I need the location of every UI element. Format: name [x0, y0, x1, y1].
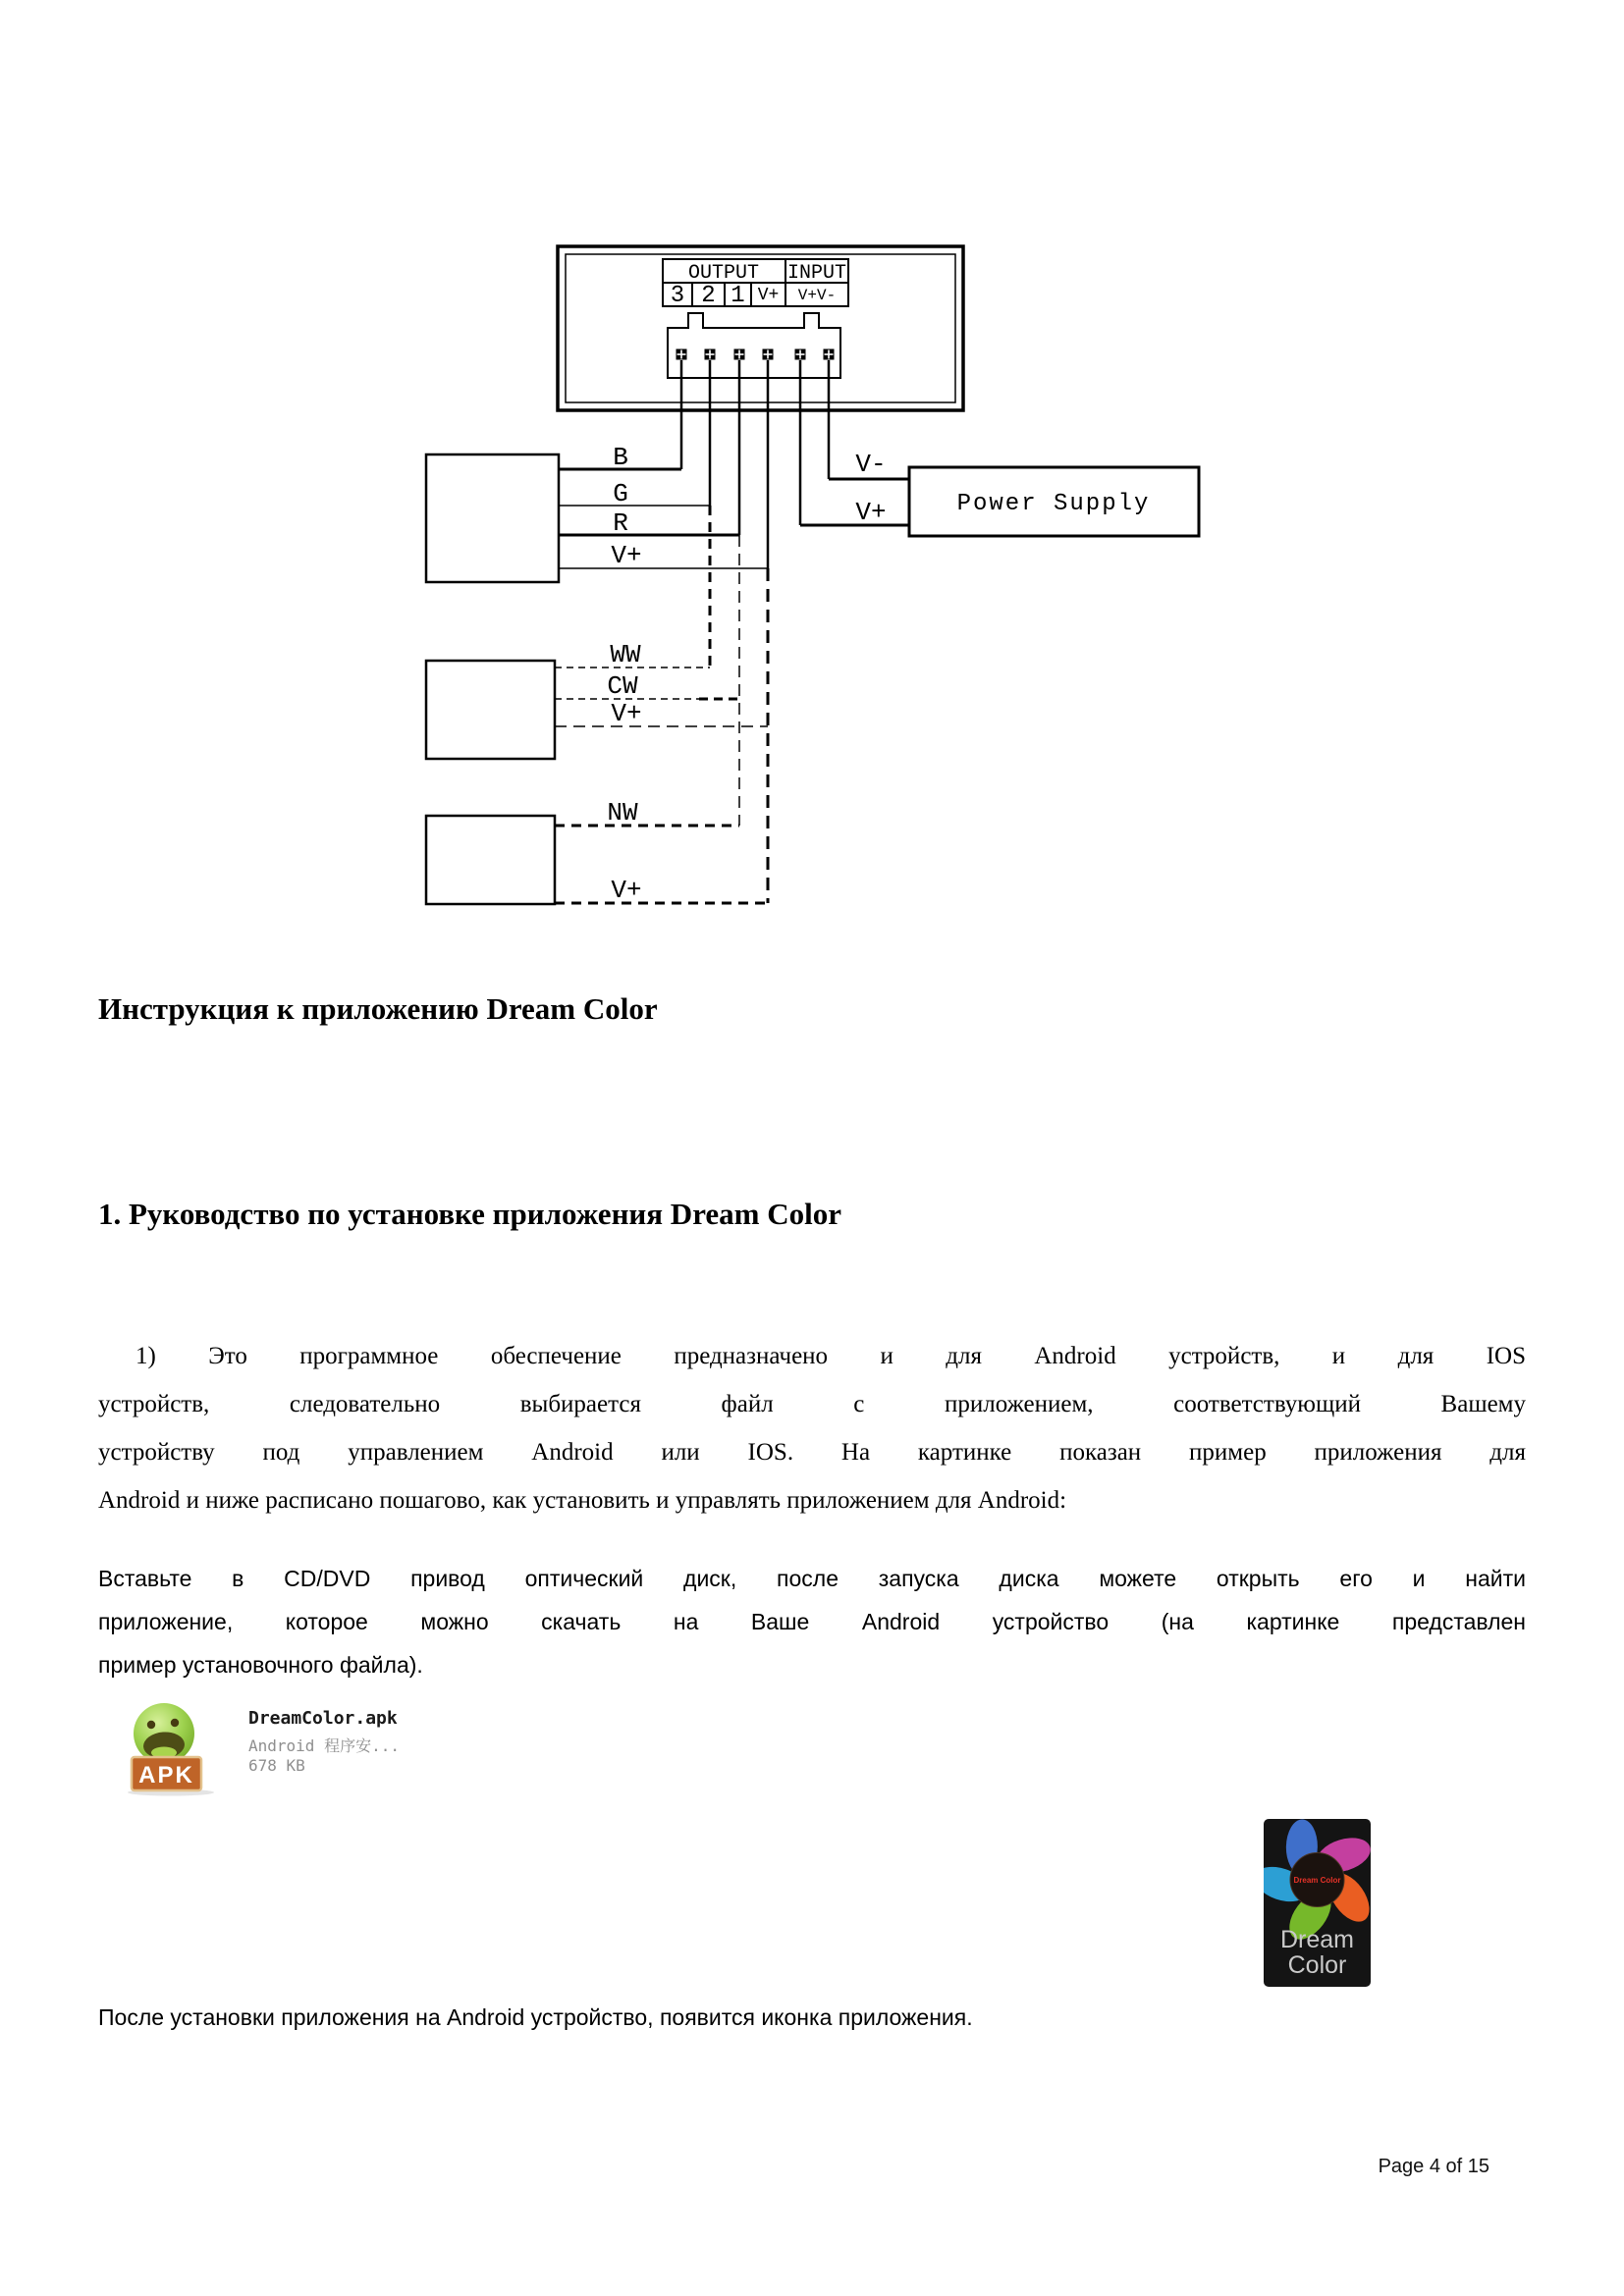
input-label: INPUT [786, 262, 847, 285]
wiring-diagram [393, 226, 1237, 913]
page-number: Page 4 of 15 [1378, 2156, 1489, 2177]
terminal-vplus-label: V+ [757, 286, 780, 305]
intro-paragraph [98, 1332, 1526, 1524]
intro-line-3: устройству под управлением Android или IOS. На картинке показан пример приложения для [98, 1439, 1526, 1466]
main-heading: Инструкция к приложению Dream Color [98, 991, 658, 1026]
terminal-2-label: 2 [701, 283, 716, 309]
apk-file-description: Android 程序安... [248, 1736, 400, 1755]
cd-line-2: приложение, которое можно скачать на Ваше Android устройство (на картинке представлен [98, 1609, 1526, 1634]
rgb-strip-wires [559, 360, 768, 570]
nw-strip-box [426, 816, 555, 904]
power-supply-label: Power Supply [956, 491, 1151, 517]
nw-strip-wires [555, 798, 768, 905]
apk-filename: DreamColor.apk [248, 1708, 398, 1729]
cd-line-3: пример установочного файла). [98, 1652, 423, 1678]
apk-badge [132, 1757, 201, 1790]
wire-vplus1-label: V+ [611, 541, 642, 570]
apk-badge-label: APK [138, 1762, 194, 1789]
connector-block [668, 313, 840, 378]
screw-terminals [677, 349, 835, 360]
intro-line-2: устройств, следовательно выбирается файл с приложением, соответствующий Вашему [98, 1391, 1526, 1417]
rgb-strip-box [426, 454, 559, 582]
app-icon-caption-line1: Dream [1279, 1926, 1355, 1953]
cd-dvd-paragraph [98, 1557, 1526, 1686]
power-supply-box [909, 467, 1199, 536]
wire-r-label: R [613, 508, 628, 538]
white-strip-wires [555, 506, 768, 903]
wire-vplus2-label: V+ [611, 699, 642, 728]
wire-ww-label: WW [610, 640, 641, 669]
terminal-3-label: 3 [670, 283, 685, 309]
section-heading: 1. Руководство по установке приложения Dream Color [98, 1197, 841, 1231]
cd-line-1: Вставьте в CD/DVD привод оптический диск, после запуска диска можете открыть его и найти [98, 1566, 1526, 1591]
wire-b-label: B [613, 443, 628, 472]
white-strip-box [426, 661, 555, 759]
wire-nw-label: NW [607, 798, 638, 828]
apk-file-size: 678 KB [248, 1756, 305, 1775]
intro-line-1: 1) Это программное обеспечение предназначено и для Android устройств, и для IOS [135, 1343, 1526, 1369]
dream-color-app-icon [1264, 1819, 1371, 1987]
wire-vminus-label: V- [855, 450, 887, 479]
terminal-1-label: 1 [731, 283, 745, 309]
android-head-icon [134, 1703, 194, 1764]
logo-center-text: Dream Color [1293, 1876, 1341, 1885]
terminal-input-label: V+V- [797, 287, 837, 304]
app-icon-caption-line2: Color [1287, 1951, 1347, 1979]
terminal-table [663, 259, 848, 309]
wire-vplus3-label: V+ [611, 876, 642, 905]
wire-vplus-psu-label: V+ [855, 498, 887, 527]
psu-wires [800, 360, 909, 527]
intro-line-4: Android и ниже расписано пошагово, как установить и управлять приложением для Android: [98, 1487, 1067, 1514]
apk-file-icon [110, 1700, 238, 1796]
wire-cw-label: CW [607, 671, 638, 701]
output-label: OUTPUT [687, 262, 760, 285]
wire-g-label: G [613, 479, 628, 508]
after-install-paragraph: После установки приложения на Android устройство, появится иконка приложения. [98, 2004, 973, 2030]
